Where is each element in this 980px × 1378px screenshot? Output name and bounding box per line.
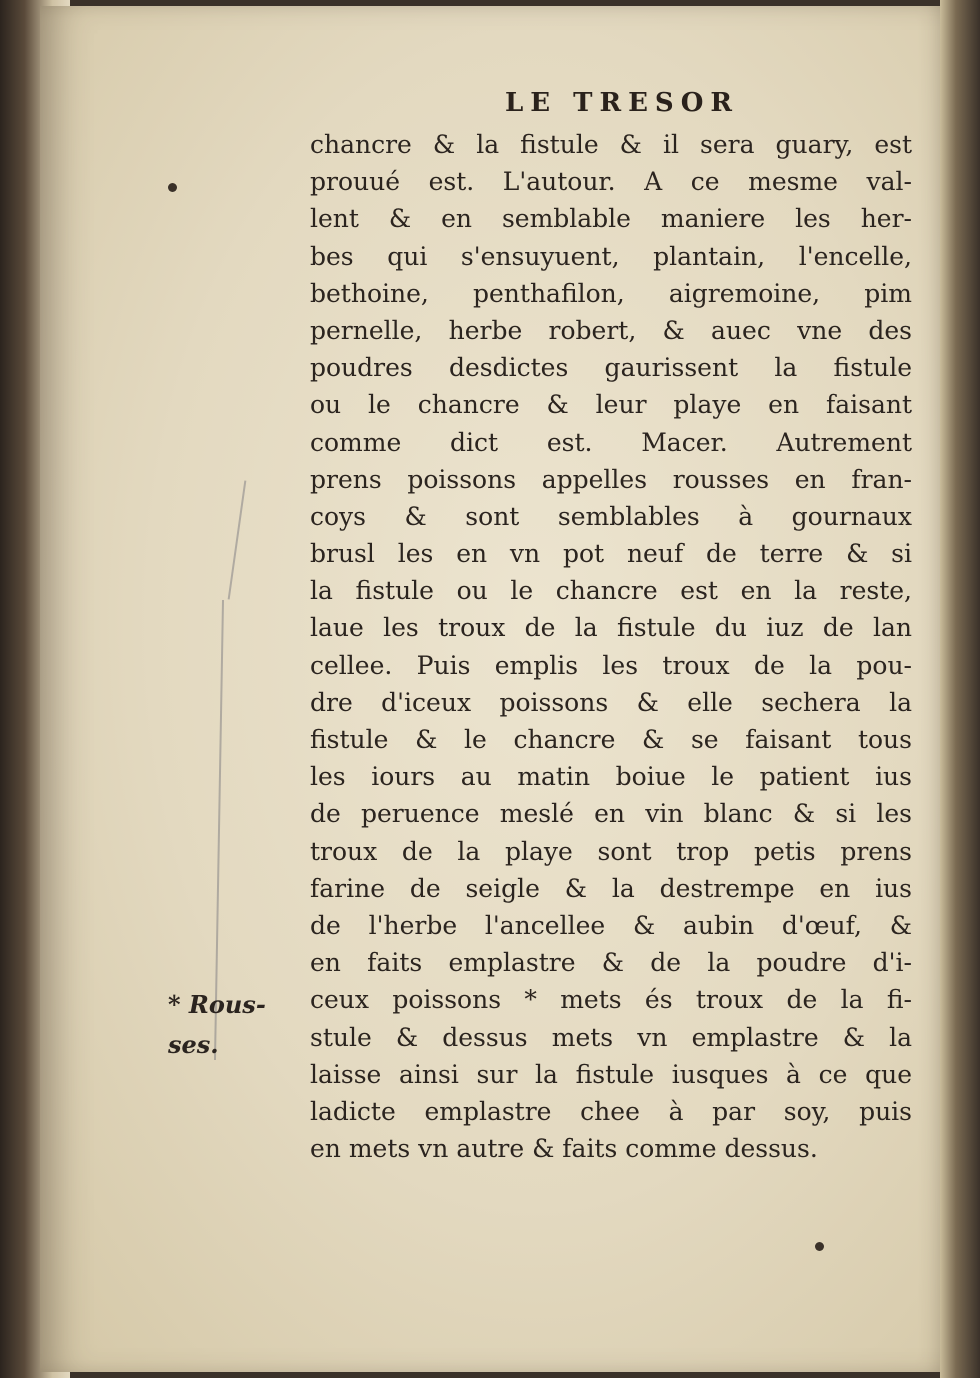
text-line: prens poissons appelles rousses en fran- — [310, 464, 912, 494]
text-line: laisse ainsi sur la fistule iusques à ce que — [310, 1059, 912, 1089]
text-line: bethoine, penthafilon, aigremoine, pim — [310, 278, 912, 308]
text-line: dre d'iceux poissons & elle sechera la — [310, 687, 912, 717]
text-line: bes qui s'ensuyuent, plantain, l'encelle, — [310, 241, 912, 271]
text-line: en faits emplastre & de la poudre d'i- — [310, 948, 912, 978]
margin-note-line-2: ses. — [168, 1030, 219, 1059]
text-line: en mets vn autre & faits comme dessus. — [310, 1134, 818, 1164]
text-line: fistule & le chancre & se faisant tous — [310, 725, 912, 754]
text-line: ladicte emplastre chee à par soy, puis — [310, 1096, 912, 1126]
text-line: troux de la playe sont trop petis prens — [310, 836, 912, 866]
text-line: de peruence meslé en vin blanc & si les — [310, 799, 912, 829]
ink-dot — [815, 1242, 824, 1251]
text-line: la fistule ou le chancre est en la reste, — [310, 576, 912, 606]
page-edge — [940, 0, 980, 1378]
text-line: stule & dessus mets vn emplastre & la — [310, 1022, 912, 1052]
text-line: lent & en semblable maniere les her- — [310, 204, 912, 234]
text-line: ceux poissons * mets és troux de la fi- — [310, 985, 912, 1015]
text-line: cellee. Puis emplis les troux de la pou- — [310, 650, 912, 680]
body-text — [310, 126, 912, 1167]
text-line: poudres desdictes gaurissent la fistule — [310, 353, 912, 383]
margin-note-line-1: * Rous- — [168, 990, 266, 1019]
text-line: coys & sont semblables à gournaux — [310, 501, 912, 531]
text-line: brusl les en vn pot neuf de terre & si — [310, 539, 912, 569]
running-header: LE TRESOR — [505, 88, 739, 118]
text-line: prouué est. L'autour. A ce mesme val- — [310, 167, 912, 197]
text-line: ou le chancre & leur playe en faisant — [310, 390, 912, 420]
text-line: de l'herbe l'ancellee & aubin d'œuf, & — [310, 910, 912, 940]
text-line: farine de seigle & la destrempe en ius — [310, 873, 912, 903]
text-line: les iours au matin boiue le patient ius — [310, 762, 912, 792]
text-line: laue les troux de la fistule du iuz de lan — [310, 613, 912, 643]
text-line: comme dict est. Macer. Autrement — [310, 427, 912, 457]
ink-dot — [168, 183, 177, 192]
text-line: pernelle, herbe robert, & auec vne des — [310, 315, 912, 345]
text-line: chancre & la fistule & il sera guary, est — [310, 130, 912, 159]
